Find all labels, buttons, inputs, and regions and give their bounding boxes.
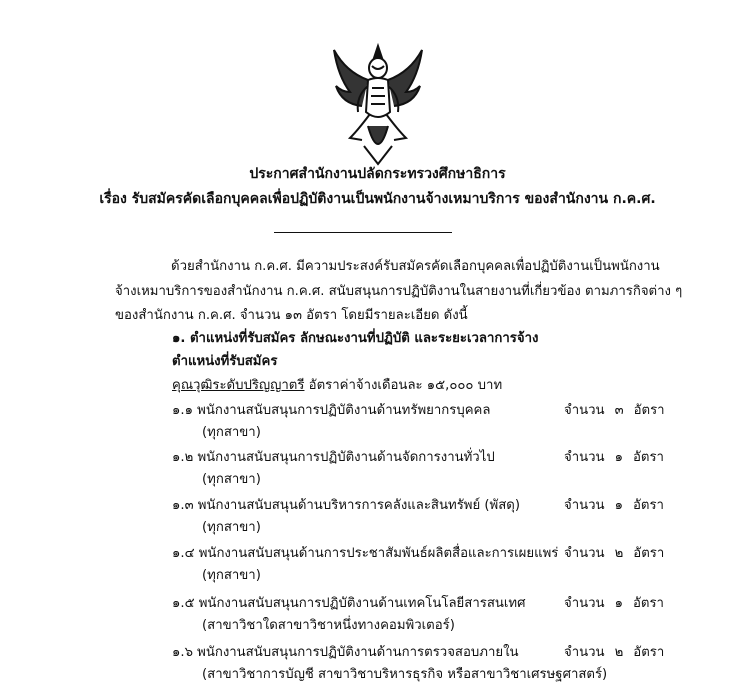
position-quantity: จำนวน ๑ อัตรา	[564, 450, 664, 465]
position-quantity: จำนวน ๒ อัตรา	[564, 645, 665, 660]
position-item	[172, 401, 672, 445]
qualification-line	[172, 376, 502, 396]
position-item	[172, 594, 672, 638]
intro-line-1: ด้วยสำนักงาน ก.ค.ศ. มีความประสงค์รับสมัครคัดเลือกบุคคลเพื่อปฏิบัติงานเป็นพนักงาน	[171, 259, 660, 274]
position-name: ๑.๑ พนักงานสนับสนุนการปฏิบัติงานด้านทรัพยากรบุคคล	[172, 403, 491, 418]
position-field: (ทุกสาขา)	[202, 568, 261, 583]
section-heading: ๑. ตำแหน่งที่รับสมัคร ลักษณะงานที่ปฏิบัติ และระยะเวลาการจ้าง	[172, 331, 539, 346]
section-subheading: ตำแหน่งที่รับสมัคร	[172, 354, 278, 369]
position-name: ๑.๖ พนักงานสนับสนุนการปฏิบัติงานด้านการตรวจสอบภายใน	[172, 645, 519, 660]
position-name: ๑.๒ พนักงานสนับสนุนการปฏิบัติงานด้านจัดการงานทั่วไป	[172, 450, 495, 465]
position-quantity: จำนวน ๒ อัตรา	[564, 546, 665, 561]
garuda-emblem-icon	[328, 42, 428, 170]
position-field: (ทุกสาขา)	[202, 425, 261, 440]
position-field: (ทุกสาขา)	[202, 520, 261, 535]
announcement-title: ประกาศสำนักงานปลัดกระทรวงศึกษาธิการ	[249, 166, 506, 182]
position-item	[172, 544, 672, 588]
position-field: (ทุกสาขา)	[202, 472, 261, 487]
position-name: ๑.๕ พนักงานสนับสนุนการปฏิบัติงานด้านเทคโนโลยีสารสนเทศ	[172, 596, 526, 611]
position-field: (สาขาวิชาใดสาขาวิชาหนึ่งทางคอมพิวเตอร์)	[202, 618, 455, 633]
announcement-subject: เรื่อง รับสมัครคัดเลือกบุคคลเพื่อปฏิบัติงานเป็นพนักงานจ้างเหมาบริการ ของสำนักงาน ก.ค.ศ.	[99, 191, 656, 207]
position-item	[172, 496, 672, 540]
title-divider	[274, 232, 452, 233]
position-name: ๑.๔ พนักงานสนับสนุนด้านการประชาสัมพันธ์ผลิตสื่อและการเผยแพร่	[172, 546, 559, 561]
position-field: (สาขาวิชาการบัญชี สาขาวิชาบริหารธุรกิจ หรือสาขาวิชาเศรษฐศาสตร์)	[202, 667, 608, 682]
qualification-label: คุณวุฒิระดับปริญญาตรี	[172, 378, 305, 393]
position-name: ๑.๓ พนักงานสนับสนุนด้านบริหารการคลังและสินทรัพย์ (พัสดุ)	[172, 498, 520, 513]
position-item	[172, 448, 672, 492]
position-quantity: จำนวน ๓ อัตรา	[564, 403, 665, 418]
position-item	[172, 643, 672, 687]
position-quantity: จำนวน ๑ อัตรา	[564, 596, 664, 611]
position-quantity: จำนวน ๑ อัตรา	[564, 498, 664, 513]
intro-line-2: จ้างเหมาบริการของสำนักงาน ก.ค.ศ. สนับสนุนการปฏิบัติงานในสายงานที่เกี่ยวข้อง ตามภารกิจต่าง ๆ	[115, 284, 683, 299]
qualification-rate: อัตราค่าจ้างเดือนละ ๑๕,๐๐๐ บาท	[304, 378, 503, 393]
intro-line-3: ของสำนักงาน ก.ค.ศ. จำนวน ๑๓ อัตรา โดยมีรายละเอียด ดังนี้	[115, 308, 468, 323]
